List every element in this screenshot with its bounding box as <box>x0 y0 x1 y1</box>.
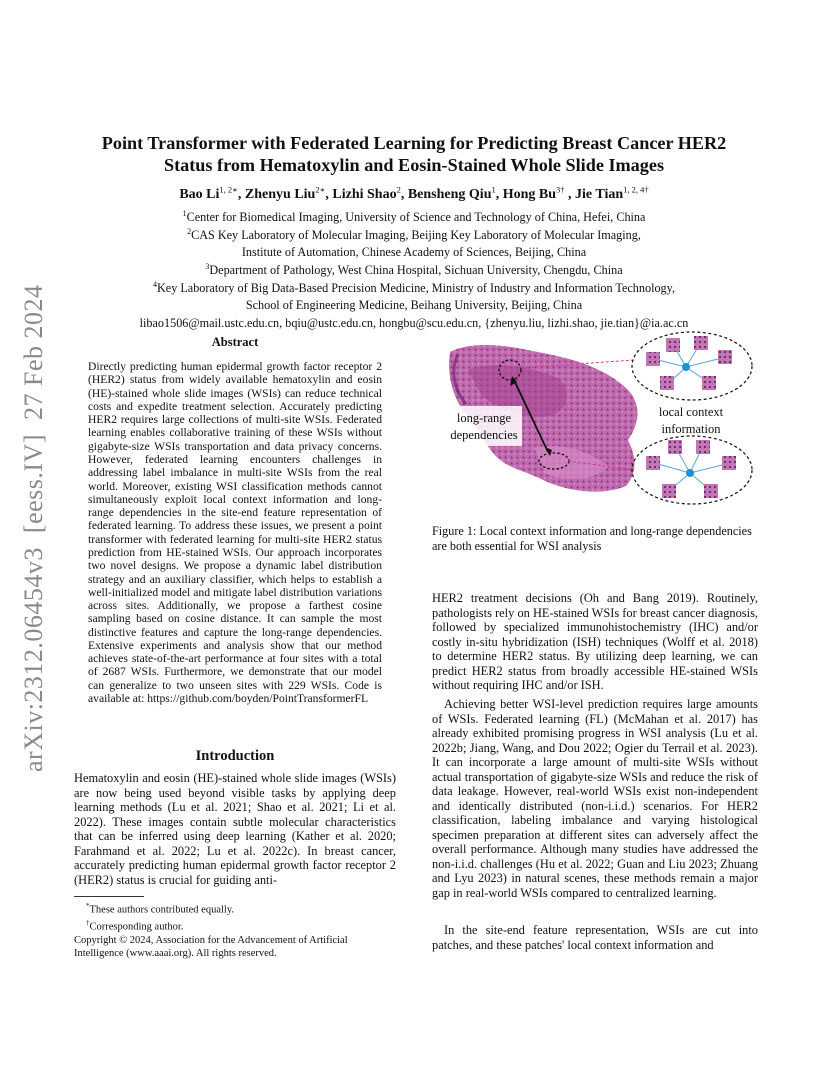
copyright-notice: Copyright © 2024, Association for the Advancement of Artificial Intelligence (www.aaai.org). All rights reserved. <box>74 935 348 959</box>
label-dependencies: dependencies <box>450 428 518 442</box>
abstract-body: Directly predicting human epidermal growth factor receptor 2 (HER2) status from widely available hematoxylin and eosin (HE)-stained whole slide images (WSIs) can reduce technical costs and expedite treatment selection. Accurately predicting HER2 requires large collections of multi-site WSIs. Federated learning enables collaborative training of these WSIs without gigabyte-size WSIs transportation and data privacy concerns. However, federated learning encounters challenges in addressing label imbalance in multi-site WSIs from the real world. Moreover, existing WSI classification methods cannot simultaneously exploit local context information and long-range dependencies in the site-end feature representation of federated learning. To address these issues, we present a point transformer with federated learning for multi-site HER2 status prediction from HE-stained WSIs. Our approach incorporates two novel designs. We propose a dynamic label distribution strategy and an auxiliary classifier, which helps to establish a well-initialized model and mitigate label distribution variations across sites. Additionally, we propose a farthest cosine sampling based on cosine distance. It can sample the most distinctive features and capture the long-range dependencies. Extensive experiments and analysis show that our method achieves state-of-the-art performance at four sites with a total of 2687 WSIs. Furthermore, we demonstrate that our model can generalize to two unseen sites with 229 WSIs. Code is available at: https://github.com/boyden/PointTransformerFL <box>88 360 382 706</box>
arxiv-stamp <box>8 280 54 780</box>
figure-1 <box>438 330 758 510</box>
abstract-heading: Abstract <box>211 335 259 349</box>
figure-1-illustration <box>438 330 758 510</box>
body-paragraph: HER2 treatment decisions (Oh and Bang 2019). Routinely, pathologists rely on HE-stained WSIs for breast cancer diagnosis, followed by specialized immunohistochemistry (IHC) and/or costly in-situ hybridization (ISH) techniques (Wolff et al. 2018) to determine HER2 status. By utilizing deep learning, we can predict HER2 status from broadly accessible HE-stained WSIs without requiring IHC and/or ISH. <box>432 591 758 692</box>
figure-1-caption: Figure 1: Local context information and long-range dependencies are both essential for WSI analysis <box>432 524 752 553</box>
label-information: information <box>661 422 721 436</box>
local-context-cluster-bottom <box>632 436 752 504</box>
author: Jie Tian$^{1, 2, 4\dagger}$ <box>575 184 649 202</box>
affiliation-line: $^1$Center for Biomedical Imaging, University of Science and Technology of China, Hefei, China <box>182 209 646 225</box>
label-long-range: long-range <box>456 411 512 425</box>
body-paragraph: In the site-end feature representation, WSIs are cut into patches, and these patches' local context information and <box>432 923 758 952</box>
paper-title <box>60 132 768 176</box>
affiliation-line: $^2$CAS Key Laboratory of Molecular Imaging, Beijing Key Laboratory of Molecular Imaging, <box>187 226 641 242</box>
footnote: †Corresponding author. <box>86 919 184 933</box>
title-line-1: Point Transformer with Federated Learning for Predicting Breast Cancer HER2 <box>101 133 727 153</box>
local-context-cluster-top <box>632 332 752 400</box>
affiliation-line: Institute of Automation, Chinese Academy of Sciences, Beijing, China <box>241 245 587 260</box>
affiliation-line: $^4$Key Laboratory of Big Data-Based Precision Medicine, Ministry of Industry and Information Technology, <box>152 279 675 295</box>
introduction-paragraph: Hematoxylin and eosin (HE)-stained whole slide images (WSIs) are now being used beyond visible tasks by applying deep learning methods (Lu et al. 2021; Shao et al. 2021; Li et al. 2022). These images contain subtle molecular characteristics that can be inferred using deep learning (Kather et al. 2020; Farahmand et al. 2022; Lu et al. 2022c). In breast cancer, accurately predicting human epidermal growth factor receptor 2 (HER2) status is crucial for guiding anti- <box>74 771 396 887</box>
author: Zhenyu Liu$^{2∗}$, <box>244 184 333 202</box>
affiliation-line: School of Engineering Medicine, Beihang University, Beijing, China <box>245 298 583 313</box>
title-line-2: Status from Hematoxylin and Eosin-Stained Whole Slide Images <box>163 155 665 175</box>
author: Hong $Bu^{3\dagger}$ , <box>502 184 576 202</box>
author: Bensheng Qiu$^1$, <box>407 184 503 202</box>
affiliation-line: $^3$Department of Pathology, West China Hospital, Sichuan University, Chengdu, China <box>205 261 623 278</box>
author: Lizhi Shao$^2$, <box>332 184 408 202</box>
footnote-rule <box>74 896 144 897</box>
author-emails: libao1506@mail.ustc.edu.cn, bqiu@ustc.edu.cn, hongbu@scu.edu.cn, {zhenyu.liu, lizhi.shao, jie.tian}@ia.ac.cn <box>139 316 689 330</box>
body-paragraph: Achieving better WSI-level prediction requires large amounts of WSIs. Federated learning (FL) (McMahan et al. 2017) has already exhibited promising progress in WSI analysis (Lu et al. 2022b; Jiang, Wang, and Dou 2022; Ogier du Terrail et al. 2023). It can incorporate a large amount of multi-site WSIs without actual transportation of gigabyte-size WSIs and reduce the risk of data leakage. However, real-world WSIs exist non-independent and identically distributed (non-i.i.d.) scenarios. For HER2 classification, labeling imbalance and varying histological specimen preparation at different sites can adversely affect the overall performance. Although many studies have addressed the non-i.i.d. challenges (Hu et al. 2022; Guan and Liu 2023; Zhuang and Lyu 2023) in natural scenes, these methods remain a major gap in real-world WSIs compared to centralized learning. <box>432 697 758 900</box>
introduction-heading: Introduction <box>195 748 275 764</box>
affiliations <box>60 207 768 331</box>
label-local-context: local context <box>658 405 724 419</box>
footnotes <box>74 896 396 960</box>
author-list <box>60 184 768 203</box>
arxiv-stamp-text: arXiv:2312.06454v3 [eess.IV] 27 Feb 2024 <box>19 284 48 772</box>
author: Bao $Li^{1, 2∗}$, <box>179 184 245 202</box>
footnote: *These authors contributed equally. <box>86 902 235 916</box>
